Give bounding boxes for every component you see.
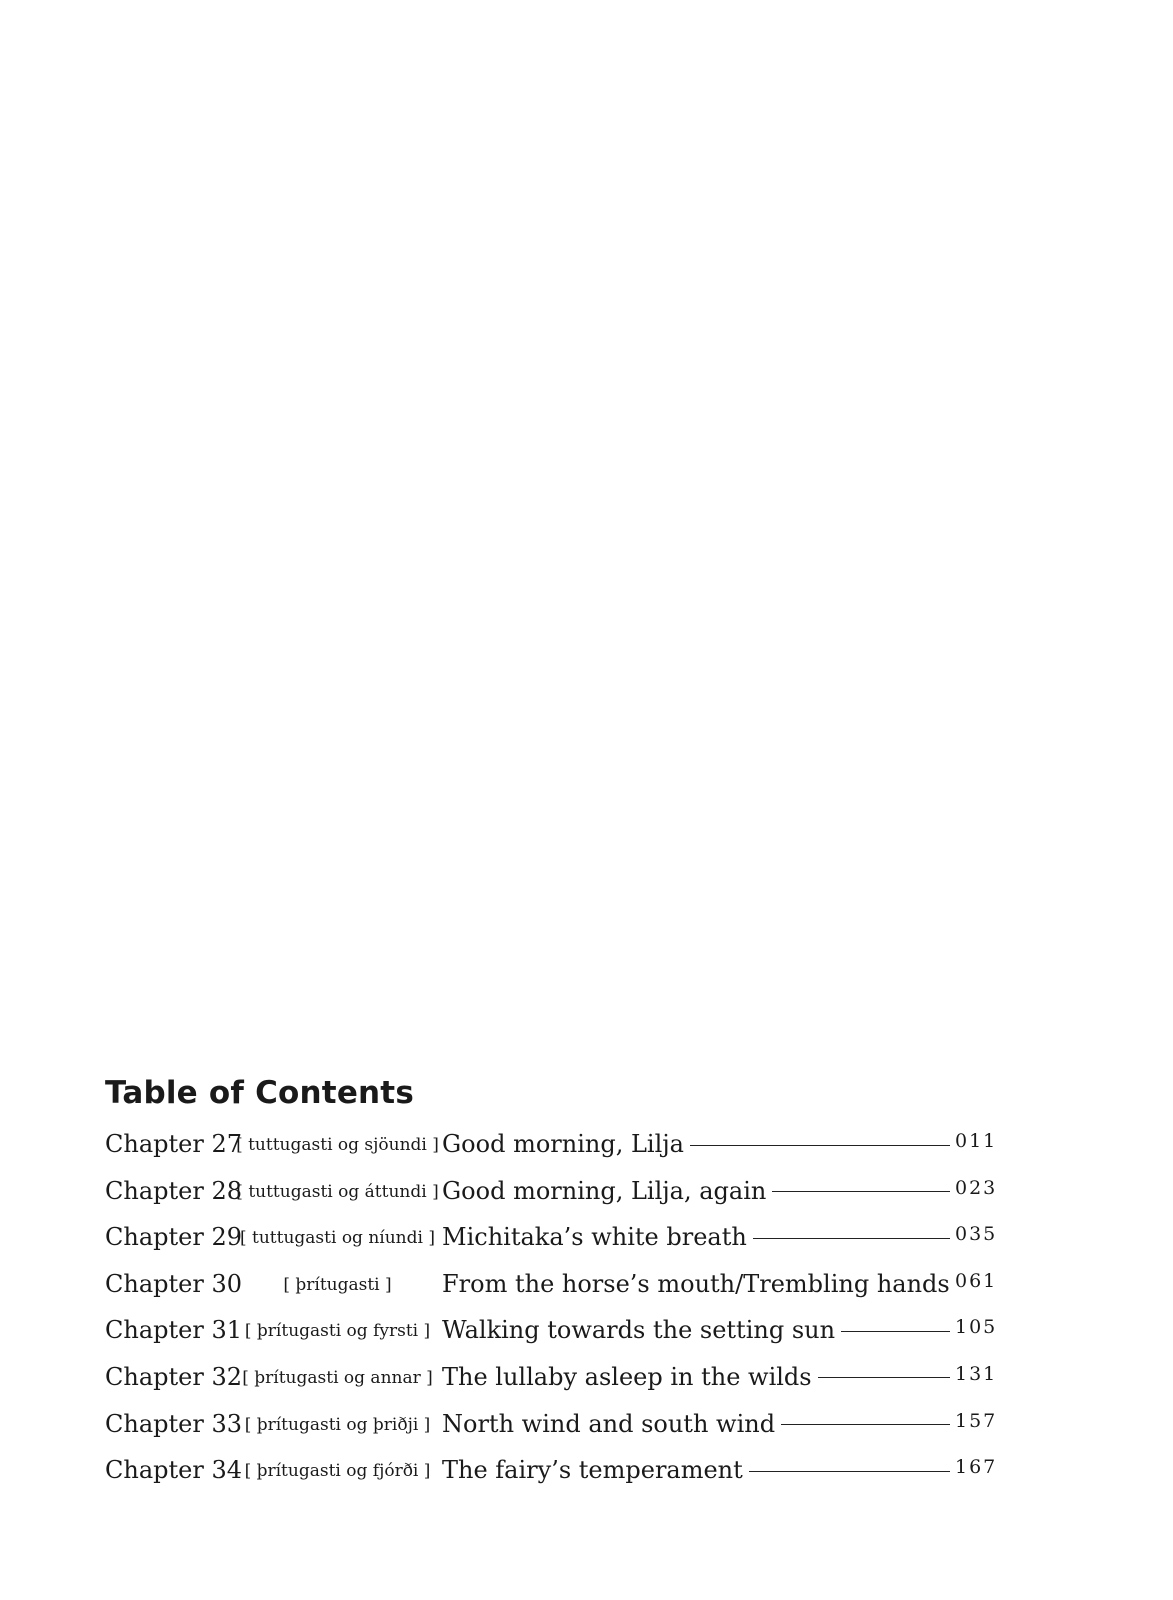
leader-line (772, 1191, 950, 1192)
table-of-contents (105, 1072, 1005, 1497)
chapter-title: From the horse’s mouth/Trembling hands (442, 1269, 950, 1298)
page-number: 035 (955, 1223, 998, 1246)
chapter-number: Chapter 30 (105, 1269, 242, 1298)
chapter-title: Good morning, Lilja (442, 1130, 684, 1158)
toc-entry (105, 1217, 1005, 1264)
page-number: 105 (955, 1316, 998, 1339)
leader-line (818, 1377, 950, 1378)
chapter-title: The lullaby asleep in the wilds (442, 1362, 812, 1391)
chapter-subtitle: [ þrítugasti og fyrsti ] (244, 1321, 431, 1342)
chapter-number: Chapter 29 (105, 1223, 242, 1252)
chapter-subtitle: [ tuttugasti og sjöundi ] (236, 1135, 439, 1155)
chapter-title-line (442, 1314, 950, 1346)
leader-line (841, 1331, 950, 1332)
leader-line (753, 1238, 950, 1239)
chapter-title-line (442, 1221, 950, 1253)
chapter-subtitle: [ tuttugasti og áttundi ] (236, 1181, 439, 1202)
chapter-subtitle: [ þrítugasti ] (283, 1274, 392, 1295)
toc-entry (105, 1171, 1005, 1218)
page-number: 061 (955, 1269, 998, 1292)
leader-line (749, 1471, 950, 1472)
toc-heading: Table of Contents (105, 1075, 414, 1111)
toc-entry (105, 1357, 1005, 1404)
toc-entry (105, 1124, 1005, 1171)
chapter-title-line (442, 1128, 950, 1160)
page-number: 131 (955, 1362, 998, 1385)
chapter-title: Walking towards the setting sun (442, 1316, 836, 1345)
chapter-title: Good morning, Lilja, again (442, 1176, 767, 1205)
page-number: 157 (955, 1409, 998, 1432)
chapter-title-line (442, 1175, 950, 1207)
chapter-title-line (442, 1361, 950, 1393)
chapter-number: Chapter 34 (105, 1456, 242, 1485)
chapter-subtitle: [ þrítugasti og fjórði ] (244, 1461, 431, 1482)
page-number: 167 (955, 1456, 998, 1479)
chapter-title: Michitaka’s white breath (442, 1223, 747, 1252)
chapter-number: Chapter 33 (105, 1409, 242, 1438)
chapter-number: Chapter 31 (105, 1316, 242, 1345)
chapter-subtitle: [ þrítugasti og annar ] (242, 1367, 433, 1388)
page-number: 023 (955, 1176, 998, 1199)
toc-entry (105, 1450, 1005, 1497)
toc-entry (105, 1404, 1005, 1451)
chapter-title: North wind and south wind (442, 1409, 776, 1438)
chapter-number: Chapter 32 (105, 1362, 242, 1391)
leader-line (781, 1424, 950, 1425)
page-number: 011 (955, 1130, 998, 1152)
chapter-number: Chapter 28 (105, 1176, 242, 1205)
chapter-title-line (442, 1408, 950, 1440)
chapter-number: Chapter 27 (105, 1130, 242, 1158)
leader-line (690, 1145, 950, 1146)
toc-entry (105, 1310, 1005, 1357)
chapter-title-line (442, 1454, 950, 1486)
chapter-subtitle: [ þrítugasti og þriðji ] (244, 1414, 431, 1435)
chapter-subtitle: [ tuttugasti og níundi ] (239, 1228, 435, 1249)
toc-entry (105, 1264, 1005, 1311)
chapter-title-line (442, 1268, 950, 1300)
chapter-title: The fairy’s temperament (442, 1456, 743, 1485)
